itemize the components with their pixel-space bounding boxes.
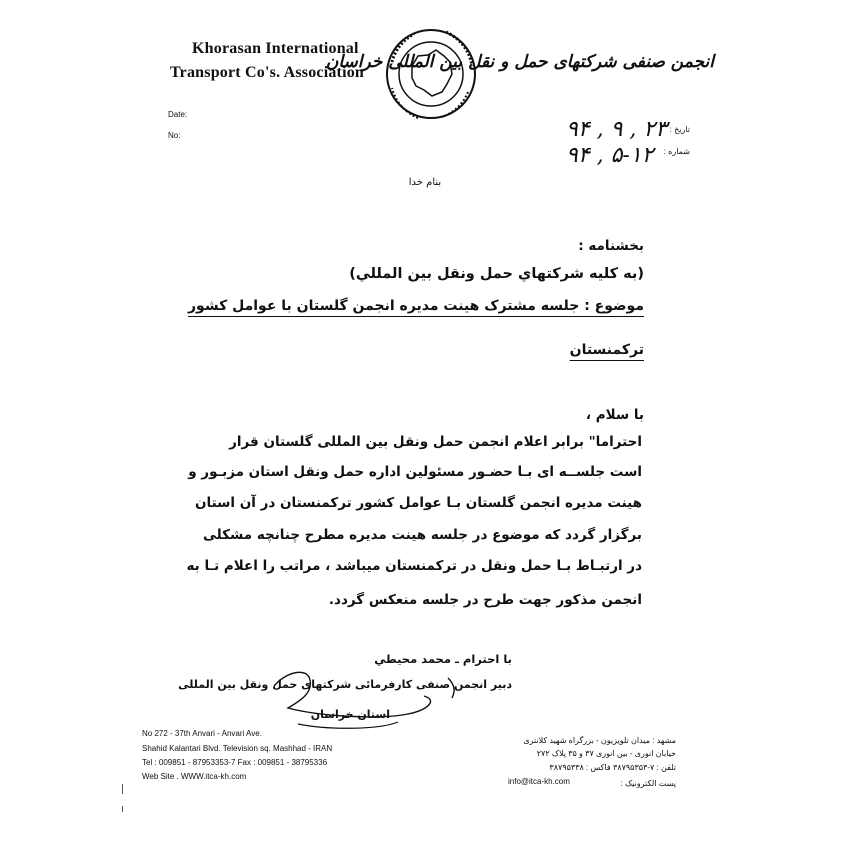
body-line-4: برگزار گردد که موضوع در جلسه هینت مدیره مطرح چنانچه مشکلی	[203, 527, 642, 543]
persian-number-label: شماره :	[663, 147, 690, 156]
signature-region: استان خراسان	[310, 708, 390, 721]
circular-label: بخشنامه :	[578, 238, 644, 254]
footer-phone-line: Tel : 009851 - 87953353-7 Fax : 009851 - 38795336	[142, 758, 328, 767]
persian-date-label: تاریخ :	[669, 125, 690, 134]
number-value: ۹۴ , ۵-۱۲	[566, 143, 654, 168]
date-label: Date:	[168, 110, 188, 119]
english-title-line2: Transport Co's. Association	[170, 64, 365, 81]
closing-signature: با احترام ـ محمد محیطي	[374, 652, 512, 666]
scan-mark	[122, 806, 123, 812]
footer-email-label: پست الکترونیک :	[620, 779, 676, 788]
footer-fa-line-3: تلفن : ۷-۳۸۷۹۵۳۵۳ فاکس : ۳۸۷۹۵۳۳۸	[549, 763, 676, 772]
association-emblem-icon	[384, 22, 478, 126]
body-line-1: احتراما" برابر اعلام انجمن حمل ونقل بین المللی گلستان قرار	[229, 434, 642, 450]
body-line-6: انجمن مذکور جهت طرح در جلسه منعکس گردد.	[328, 592, 642, 608]
footer-fa-line-2: خیابان انوری - بین انوری ۳۷ و ۳۵ پلاک ۲۷۲	[536, 749, 676, 758]
footer-address-line-2: Shahid Kalantari Blvd. Television sq. Mashhad - IRAN	[142, 744, 333, 753]
greeting: با سلام ،	[585, 407, 644, 423]
footer-website: Web Site . WWW.itca-kh.com	[142, 772, 247, 781]
number-label: No:	[168, 131, 181, 140]
subject-line-1: موضوع : جلسه مشترک هینت مدیره انجمن گلستان با عوامل کشور	[187, 298, 644, 314]
footer-fa-line-1: مشهد : میدان تلویزیون - بزرگراه شهید کلانتری	[523, 736, 676, 745]
body-line-2: است جلســه ای بـا حضـور مسئولین اداره حمل ونقل استان مزبـور و	[188, 464, 642, 480]
date-value: ۹۴ , ۹ , ۲۳	[566, 117, 668, 142]
subject-line-2: ترکمنستان	[569, 342, 644, 358]
handwritten-signature-icon	[258, 660, 458, 740]
english-title-line1: Khorasan International	[192, 40, 359, 57]
scan-mark	[122, 784, 123, 794]
signature-title: دبیر انجمن صنفی کارفرمائی شرکتهای حمل ونقل بین المللی	[178, 678, 512, 691]
body-line-3: هینت مدیره انجمن گلستان بـا عوامل کشور ترکمنستان در آن استان	[195, 495, 642, 511]
bismillah: بنام خدا	[408, 177, 442, 188]
footer-email[interactable]: info@itca-kh.com	[508, 777, 570, 786]
footer-address-line-1: No 272 - 37th Anvari - Anvari Ave.	[142, 729, 262, 738]
body-line-5: در ارتبـاط بـا حمل ونقل در ترکمنستان میباشد ، مراتب را اعلام تـا به	[186, 558, 642, 574]
persian-title: انجمن صنفی شرکتهای حمل و نقل بین المللی خراسان	[325, 52, 714, 72]
addressee: (به کلیه شرکتهاي حمل ونقل بین المللي)	[349, 266, 644, 282]
